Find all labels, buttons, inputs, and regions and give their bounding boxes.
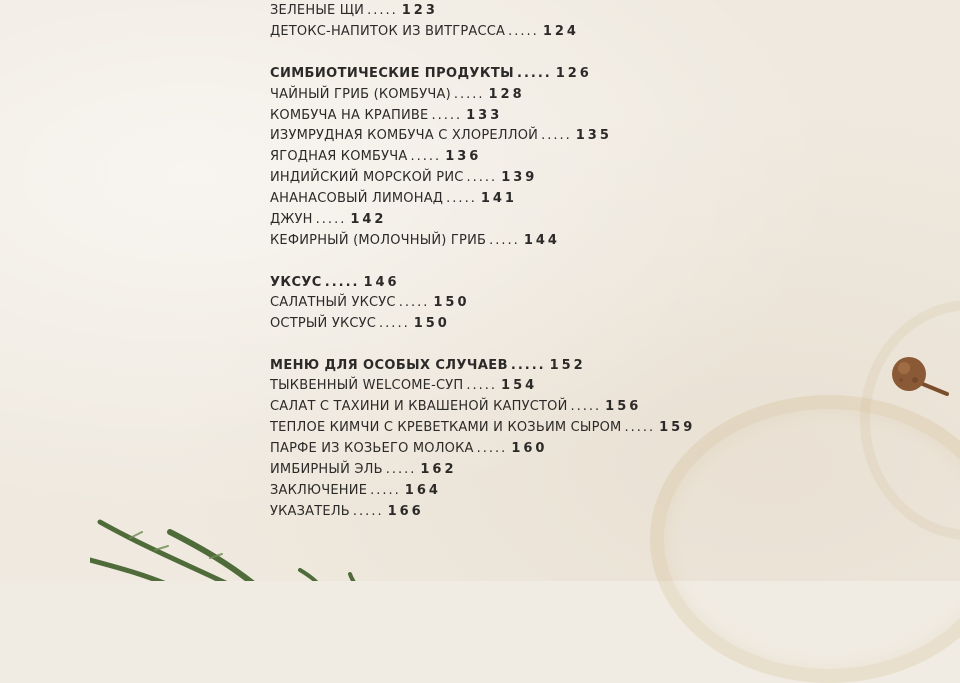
toc-title: ИНДИЙСКИЙ МОРСКОЙ РИС: [270, 170, 464, 185]
toc-leader-dots: .....: [489, 233, 520, 248]
toc-title: ТЫКВЕННЫЙ WELCOME-СУП: [270, 378, 464, 393]
toc-entry: [270, 128, 612, 144]
toc-title: САЛАТНЫЙ УКСУС: [270, 295, 396, 310]
toc-page-number: 123: [401, 3, 438, 18]
toc-leader-dots: .....: [370, 483, 401, 498]
toc-page-number: 156: [605, 399, 642, 414]
toc-page-number: 152: [549, 358, 586, 373]
toc-leader-dots: .....: [379, 316, 410, 331]
toc-page-number: 126: [555, 66, 592, 81]
toc-title: ДЕТОКС-НАПИТОК ИЗ ВИТГРАССА: [270, 24, 506, 39]
toc-section-heading: [270, 358, 586, 374]
toc-page-number: 160: [511, 441, 548, 456]
toc-section-heading: [270, 275, 400, 291]
toc-title: ИЗУМРУДНАЯ КОМБУЧА С ХЛОРЕЛЛОЙ: [270, 128, 539, 143]
toc-leader-dots: .....: [367, 3, 398, 18]
toc-page-number: 133: [466, 108, 503, 123]
toc-leader-dots: .....: [624, 420, 656, 435]
toc-page-number: 142: [350, 212, 387, 227]
toc-entry: [270, 3, 438, 19]
toc-section-heading: [270, 66, 592, 82]
toc-title: ОСТРЫЙ УКСУС: [270, 316, 377, 331]
toc-title: КОМБУЧА НА КРАПИВЕ: [270, 108, 429, 123]
toc-title: ЗЕЛЕНЫЕ ЩИ: [270, 3, 365, 18]
toc-page-number: 135: [575, 128, 612, 143]
toc-leader-dots: .....: [510, 358, 546, 373]
toc-leader-dots: .....: [315, 212, 347, 227]
toc-leader-dots: .....: [508, 24, 539, 39]
toc-title: АНАНАСОВЫЙ ЛИМОНАД: [270, 191, 444, 206]
toc-entry: [270, 441, 547, 457]
toc-leader-dots: .....: [398, 295, 430, 310]
toc-entry: [270, 87, 525, 103]
toc-entry: [270, 504, 424, 520]
toc-entry: [270, 399, 641, 415]
toc-entry: [270, 24, 579, 40]
toc-leader-dots: .....: [517, 66, 552, 81]
toc-entry: [270, 316, 450, 332]
toc-leader-dots: .....: [570, 399, 602, 414]
toc-page-number: 139: [501, 170, 538, 185]
toc-entry: [270, 212, 386, 228]
toc-title: ЯГОДНАЯ КОМБУЧА: [270, 149, 408, 164]
rosemary-sprig-icon: [90, 510, 420, 581]
toc-title: ИМБИРНЫЙ ЭЛЬ: [270, 462, 383, 477]
toc-title: МЕНЮ ДЛЯ ОСОБЫХ СЛУЧАЕВ: [270, 358, 508, 373]
toc-title: ТЕПЛОЕ КИМЧИ С КРЕВЕТКАМИ И КОЗЬИМ СЫРОМ: [270, 420, 622, 435]
toc-entry: [270, 295, 470, 311]
toc-title: УКСУС: [270, 275, 322, 290]
toc-leader-dots: .....: [431, 108, 463, 123]
toc-page-number: 124: [542, 24, 579, 39]
toc-entry: [270, 483, 441, 499]
toc-page-number: 162: [420, 462, 457, 477]
toc-title: КЕФИРНЫЙ (МОЛОЧНЫЙ) ГРИБ: [270, 233, 487, 248]
toc-page-number: 150: [413, 316, 450, 331]
toc-leader-dots: .....: [466, 378, 498, 393]
toc-page-number: 164: [404, 483, 441, 498]
toc-page-number: 166: [387, 504, 424, 519]
toc-entry: [270, 378, 537, 394]
toc-leader-dots: .....: [352, 504, 384, 519]
toc-page-number: 128: [488, 87, 525, 102]
toc-entry: [270, 191, 517, 207]
toc-entry: [270, 420, 695, 436]
toc-title: ЗАКЛЮЧЕНИЕ: [270, 483, 368, 498]
toc-page-number: 150: [433, 295, 470, 310]
toc-leader-dots: .....: [324, 275, 360, 290]
toc-leader-dots: .....: [446, 191, 477, 206]
toc-entry: [270, 462, 457, 478]
toc-title: ЧАЙНЫЙ ГРИБ (КОМБУЧА): [270, 87, 451, 102]
toc-page-number: 141: [480, 191, 517, 206]
allspice-berry-icon: [885, 350, 955, 410]
toc-title: СИМБИОТИЧЕСКИЕ ПРОДУКТЫ: [270, 66, 515, 81]
toc-leader-dots: .....: [541, 128, 572, 143]
toc-title: САЛАТ С ТАХИНИ И КВАШЕНОЙ КАПУСТОЙ: [270, 399, 568, 414]
toc-page-number: 144: [523, 233, 560, 248]
toc-leader-dots: .....: [453, 87, 485, 102]
toc-leader-dots: .....: [385, 462, 417, 477]
toc-entry: [270, 149, 481, 165]
toc-entry: [270, 170, 537, 186]
toc-leader-dots: .....: [410, 149, 442, 164]
toc-title: ПАРФЕ ИЗ КОЗЬЕГО МОЛОКА: [270, 441, 474, 456]
toc-entry: [270, 233, 560, 249]
toc-leader-dots: .....: [476, 441, 508, 456]
toc-leader-dots: .....: [466, 170, 498, 185]
toc-page-number: 159: [659, 420, 696, 435]
toc-title: ДЖУН: [270, 212, 313, 227]
toc-page-number: 154: [501, 378, 538, 393]
toc-title: УКАЗАТЕЛЬ: [270, 504, 350, 519]
toc-page-number: 146: [363, 275, 400, 290]
toc-page-number: 136: [445, 149, 482, 164]
toc-entry: [270, 108, 502, 124]
